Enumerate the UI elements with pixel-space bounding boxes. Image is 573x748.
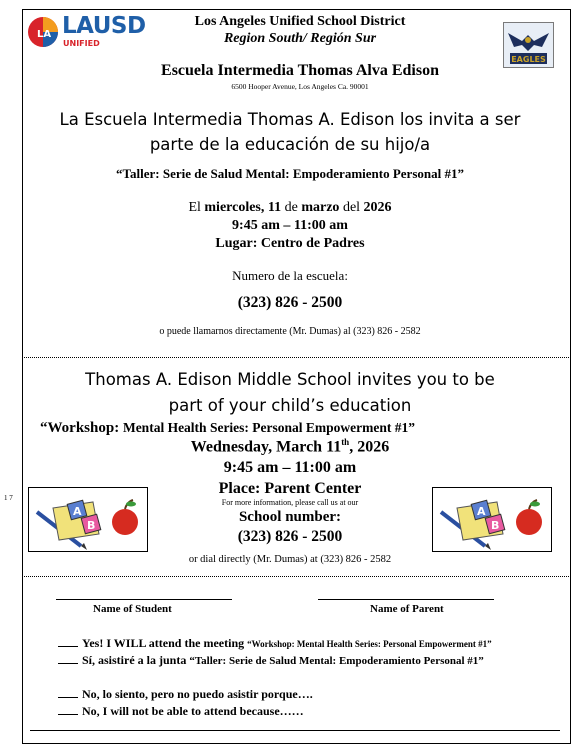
spanish-date-day: miercoles, 11 [204,200,282,215]
divider-bottom [22,576,571,577]
english-workshop-lead: “Workshop: [40,420,123,436]
rsvp-no-spanish[interactable] [58,687,313,702]
rsvp-yes-spanish-tail: “Taller: Serie de Salud Mental: Empoderamiento Personal #1” [189,655,484,667]
english-phone-label: School number: [238,509,342,525]
english-date-year: , 2026 [349,438,390,456]
district-name: Los Angeles Unified School District [194,14,406,29]
rsvp-yes-english-tail: “Workshop: Mental Health Series: Personal Empowerment #1” [247,639,492,649]
school-supplies-clipart-right [432,487,552,552]
spanish-date-del: del [339,200,364,215]
english-invite-line1: Thomas A. Edison Middle School invites you to be [85,370,495,389]
school-name: Escuela Intermedia Thomas Alva Edison [161,62,439,79]
spanish-time: 9:45 am – 11:00 am [232,218,348,233]
spanish-date [30,200,550,216]
svg-text:LA: LA [37,29,52,40]
svg-text:A: A [73,505,82,518]
lausd-logo-text: LAUSD [62,13,146,39]
english-time: 9:45 am – 11:00 am [223,459,357,476]
svg-text:B: B [491,519,500,532]
lausd-logo [27,13,145,53]
bottom-response-line[interactable] [30,730,560,731]
spanish-date-month: marzo [301,200,340,215]
rsvp-yes-spanish-blank[interactable] [58,654,78,664]
student-name-line[interactable] [56,599,232,600]
margin-mark: 1 7 [4,494,13,502]
english-place: Place: Parent Center [218,480,362,497]
rsvp-no-english[interactable] [58,704,304,719]
spanish-date-year: 2026 [363,200,392,215]
region-name: Region South/ Región Sur [223,31,377,46]
school-address: 6500 Hooper Avenue, Los Angeles Ca. 90001 [231,82,369,91]
svg-text:B: B [87,519,96,532]
spanish-invite-line2: parte de la educación de su hijo/a [149,135,431,154]
english-direct-phone: or dial directly (Mr. Dumas) at (323) 826 - 2582 [188,554,392,565]
spanish-date-de: de [281,200,302,215]
english-workshop-rest: Mental Health Series: Personal Empowerment #1” [122,420,416,435]
rsvp-no-spanish-blank[interactable] [58,688,78,698]
spanish-phone-label: Numero de la escuela: [232,268,348,283]
svg-text:A: A [477,505,486,518]
spanish-invite-line1: La Escuela Intermedia Thomas A. Edison los invita a ser [59,110,521,129]
spanish-workshop-title: “Taller: Serie de Salud Mental: Empoderamiento Personal #1” [116,166,464,181]
rsvp-yes-english[interactable] [58,636,492,651]
english-invite-line2: part of your child’s education [168,396,412,415]
divider-top [22,357,571,358]
spanish-place: Lugar: Centro de Padres [215,236,365,251]
parent-name-line[interactable] [318,599,494,600]
rsvp-yes-english-lead: Yes! I WILL attend the meeting [82,636,248,650]
eagles-logo-text: EAGLES [511,55,546,64]
student-name-label: Name of Student [93,603,172,615]
parent-name-label: Name of Parent [370,603,444,615]
lausd-logo-subtext: UNIFIED [63,39,100,48]
rsvp-yes-english-blank[interactable] [58,637,78,647]
rsvp-no-english-blank[interactable] [58,705,78,715]
eagles-logo [503,22,554,68]
english-workshop-title [40,420,560,437]
spanish-phone: (323) 826 - 2500 [237,294,343,311]
english-more-info: For more information, please call us at our [221,498,359,507]
school-supplies-clipart-left [28,487,148,552]
english-date-suffix: th [341,437,350,447]
spanish-date-prefix: El [188,200,205,215]
english-date-text: Wednesday, March 11 [190,438,342,456]
english-phone: (323) 826 - 2500 [237,528,343,545]
rsvp-no-spanish-text: No, lo siento, pero no puedo asistir porque…. [82,687,313,701]
rsvp-no-english-text: No, I will not be able to attend because…… [82,704,304,718]
spanish-direct-phone: o puede llamarnos directamente (Mr. Dumas) al (323) 826 - 2582 [159,326,421,337]
rsvp-yes-spanish-lead: Sí, asistiré a la junta [82,653,190,667]
rsvp-yes-spanish[interactable] [58,653,484,668]
english-date [30,437,550,456]
